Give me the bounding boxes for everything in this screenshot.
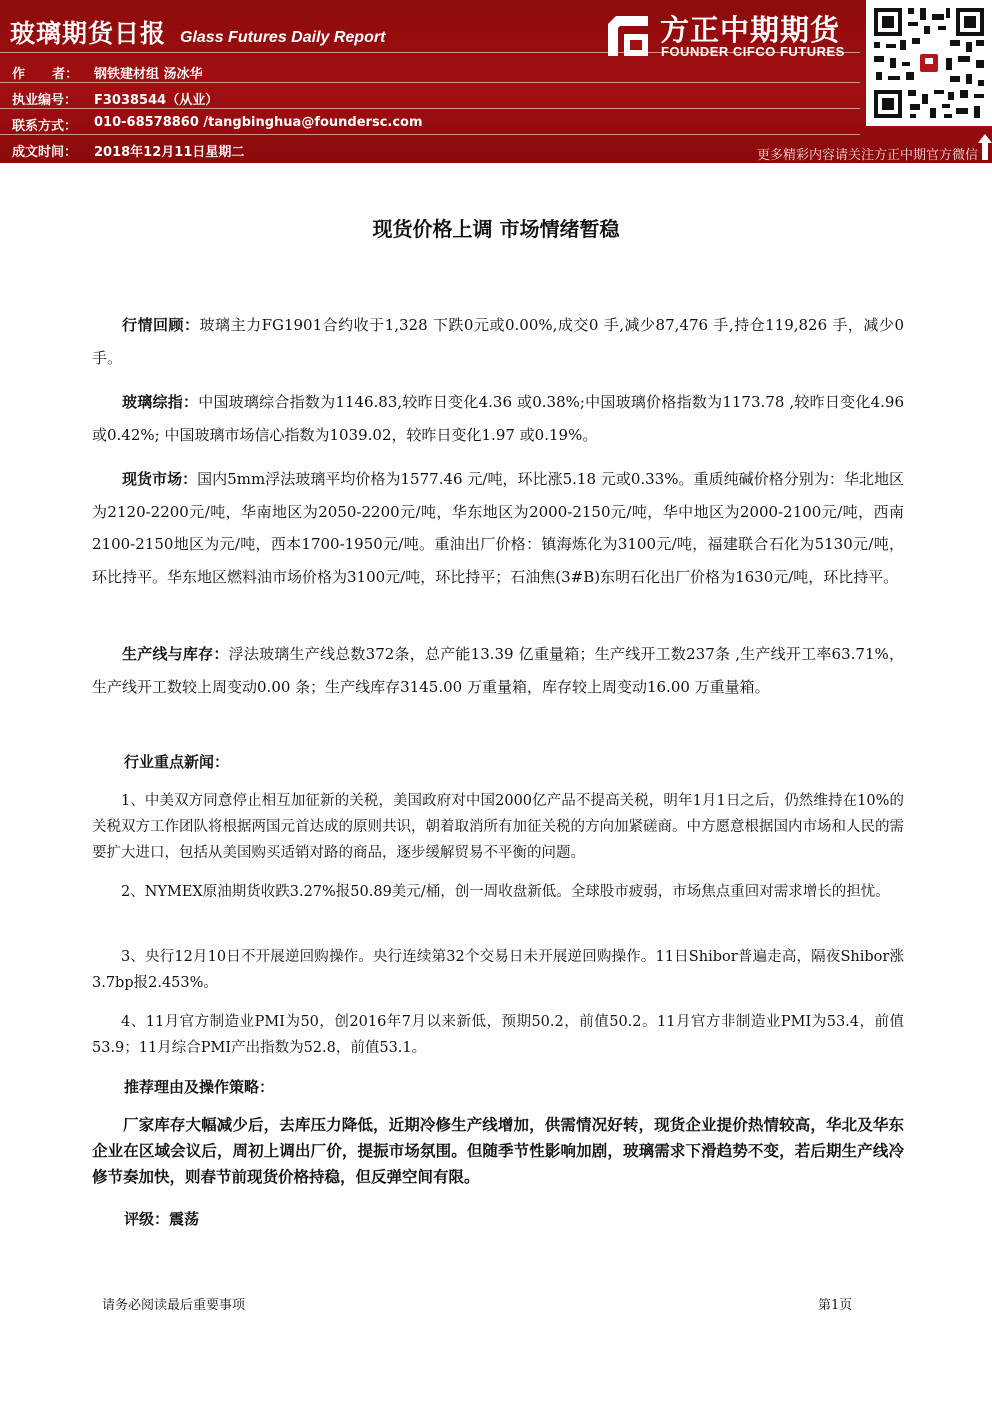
page-number: 第1页 bbox=[818, 1298, 853, 1313]
glass-index-label: 玻璃综指： bbox=[122, 393, 199, 411]
report-title-en: Glass Futures Daily Report bbox=[180, 29, 386, 46]
header-divider bbox=[0, 134, 860, 135]
market-review-paragraph bbox=[92, 309, 904, 374]
contact-value: 010-68578860 /tangbinghua@foundersc.com bbox=[94, 115, 423, 130]
date-label: 成文时间： bbox=[12, 145, 78, 160]
news-item: 2、NYMEX原油期货收跌3.27%报50.89美元/桶，创一周收盘新低。全球股市疲弱，市场焦点重回对需求增长的担忧。 bbox=[121, 884, 890, 900]
header-divider bbox=[0, 108, 860, 109]
logo-mark-icon bbox=[604, 12, 652, 60]
news-item: 3、央行12月10日不开展逆回购操作。央行连续第32个交易日未开展逆回购操作。11日Shibor普遍走高，隔夜Shibor涨3.7bp报2.453%。 bbox=[92, 949, 904, 991]
wechat-follow-tip: 更多精彩内容请关注方正中期官方微信 bbox=[756, 148, 978, 163]
production-inventory-paragraph bbox=[92, 638, 904, 703]
market-review-text: 玻璃主力FG1901合约收于1,328 下跌0元或0.00%,成交0 手,减少87,476 手,持仓119,826 手，减少0 手。 bbox=[92, 316, 904, 367]
production-inventory-text: 浮法玻璃生产线总数372条，总产能13.39 亿重量箱；生产线开工数237条 ,生产线开工率63.71%，生产线开工数较上周变动0.00 条；生产线库存3145.00 万重量箱，库存较上周变动16.00 万重量箱。 bbox=[92, 645, 904, 696]
rating-label: 评级： bbox=[124, 1210, 170, 1228]
footer-disclaimer-note: 请务必阅读最后重要事项 bbox=[102, 1298, 246, 1313]
spot-market-paragraph bbox=[92, 463, 904, 593]
spot-market-label: 现货市场： bbox=[122, 470, 198, 488]
license-value: F3038544（从业） bbox=[94, 93, 219, 108]
company-logo bbox=[600, 6, 858, 64]
logo-text-cn: 方正中期期货 bbox=[660, 13, 841, 47]
spot-market-text: 国内5mm浮法玻璃平均价格为1577.46 元/吨，环比涨5.18 元或0.33%。重质纯碱价格分别为：华北地区为2120-2200元/吨，华南地区为2050-2200元/吨，华东地区为2000-2150元/吨，华中地区为2000-2100元/吨，西南2100-2150地区为元/吨，西本1700-1950元/吨。重油出厂价格：镇海炼化为3100元/吨，福建联合石化为5130元/吨，环比持平。华东地区燃料油市场价格为3100元/吨，环比持平；石油焦(3#B)东明石化出厂价格为1630元/吨，环比持平。 bbox=[92, 470, 904, 586]
header-divider bbox=[0, 82, 860, 83]
news-item: 4、11月官方制造业PMI为50，创2016年7月以来新低，预期50.2，前值50.2。11月官方非制造业PMI为53.4，前值53.9；11月综合PMI产出指数为52.8，前值53.1。 bbox=[92, 1014, 904, 1056]
rating-value: 震荡 bbox=[169, 1210, 200, 1228]
wechat-qr-code[interactable] bbox=[866, 0, 992, 126]
license-label: 执业编号： bbox=[12, 93, 78, 108]
author-value: 钢铁建材组 汤冰华 bbox=[94, 67, 203, 82]
date-row bbox=[12, 141, 244, 160]
license-row bbox=[12, 89, 218, 108]
report-title-cn: 玻璃期货日报 bbox=[10, 19, 167, 48]
logo-text-en: FOUNDER CIFCO FUTURES bbox=[661, 44, 845, 59]
contact-row bbox=[12, 115, 423, 134]
rating bbox=[124, 1208, 199, 1229]
header-banner bbox=[0, 0, 992, 163]
strategy-text: 厂家库存大幅减少后，去库压力降低，近期冷修生产线增加，供需情况好转，现货企业提价热情较高，华北及华东企业在区域会议后，周初上调出厂价，提振市场氛围。但随季节性影响加剧，玻璃需求下滑趋势不变，若后期生产线冷修节奏加快，则春节前现货价格持稳，但反弹空间有限。 bbox=[92, 1116, 904, 1186]
author-row bbox=[12, 63, 203, 82]
up-arrow-icon bbox=[978, 134, 992, 160]
glass-index-paragraph bbox=[92, 386, 904, 451]
contact-label: 联系方式： bbox=[12, 119, 78, 134]
glass-index-text: 中国玻璃综合指数为1146.83,较昨日变化4.36 或0.38%;中国玻璃价格指数为1173.78 ,较昨日变化4.96 或0.42%; 中国玻璃市场信心指数为1039.02，较昨日变化1.97 或0.19%。 bbox=[92, 393, 904, 444]
date-value: 2018年12月11日星期二 bbox=[94, 145, 245, 160]
market-review-label: 行情回顾： bbox=[122, 316, 200, 334]
news-item: 1、中美双方同意停止相互加征新的关税，美国政府对中国2000亿产品不提高关税，明年1月1日之后，仍然维持在10%的关税双方工作团队将根据两国元首达成的原则共识，朝着取消所有加征关税的方向加紧磋商。中方愿意根据国内市场和人民的需要扩大进口，包括从美国购买适销对路的商品，逐步缓解贸易不平衡的问题。 bbox=[92, 793, 904, 861]
strategy-heading: 推荐理由及操作策略： bbox=[124, 1078, 275, 1096]
document-title: 现货价格上调 市场情绪暂稳 bbox=[372, 217, 620, 241]
news-heading: 行业重点新闻： bbox=[124, 753, 230, 771]
production-inventory-label: 生产线与库存： bbox=[122, 645, 229, 663]
report-title bbox=[10, 14, 385, 50]
author-label: 作 者： bbox=[12, 67, 79, 82]
